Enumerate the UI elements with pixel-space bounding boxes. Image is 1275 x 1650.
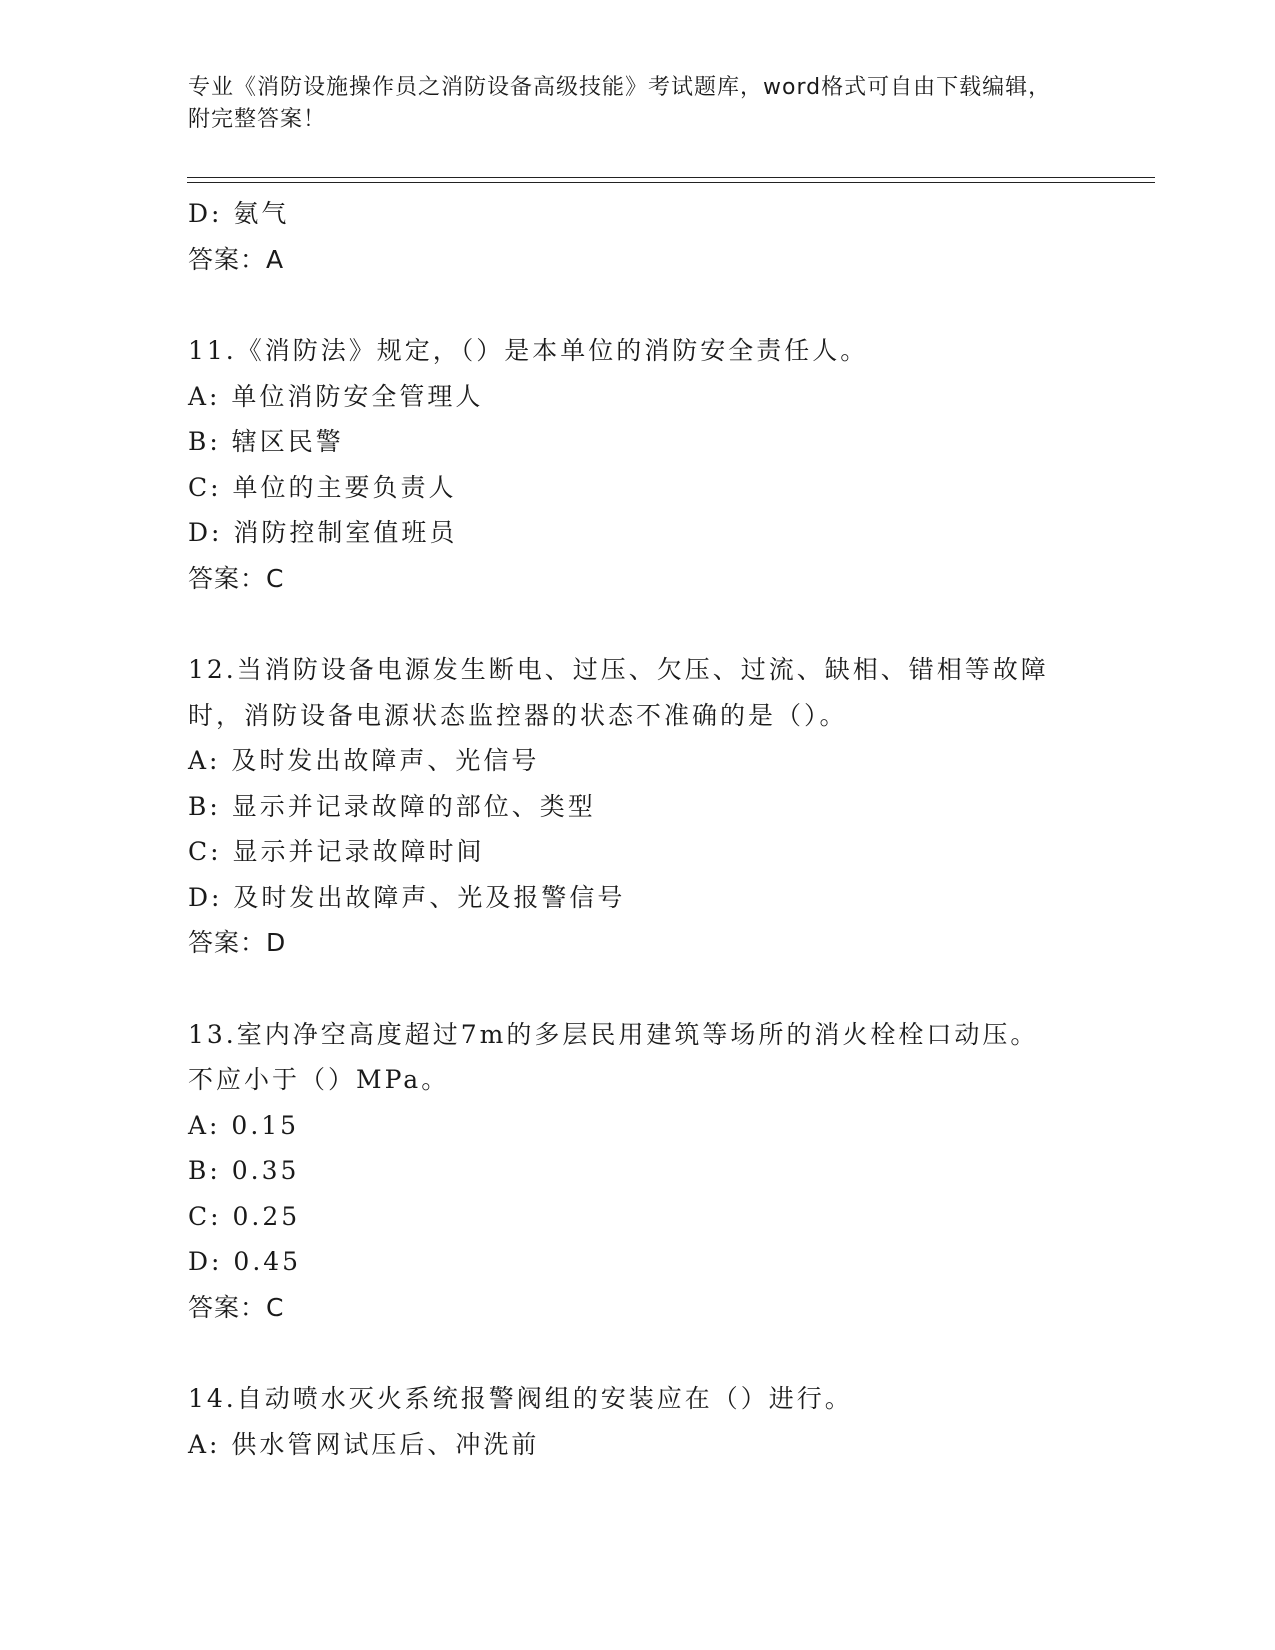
answer: 答案：D xyxy=(188,928,287,957)
question-12 xyxy=(188,647,1128,966)
question-text-cont: 不应小于（）MPa。 xyxy=(188,1065,450,1094)
answer: 答案：A xyxy=(188,244,285,274)
option-d: D: 0.45 xyxy=(188,1247,302,1276)
question-list xyxy=(188,191,1128,1467)
answer: 答案：C xyxy=(188,563,285,593)
option-c: C: 单位的主要负责人 xyxy=(188,472,457,502)
option-a: A: 单位消防安全管理人 xyxy=(188,381,484,411)
option-d: D: 消防控制室值班员 xyxy=(188,518,458,547)
question-text: 13.室内净空高度超过7m的多层民用建筑等场所的消火栓栓口动压。 xyxy=(188,1019,1039,1049)
question-14 xyxy=(188,1376,1128,1467)
header-text: 专业《消防设施操作员之消防设备高级技能》考试题库，word格式可自由下载编辑，附完整答案！ xyxy=(188,75,1052,132)
option-b: B: 辖区民警 xyxy=(188,427,344,456)
question-13 xyxy=(188,1012,1128,1331)
option-a: A: 供水管网试压后、冲洗前 xyxy=(188,1429,540,1459)
answer: 答案：C xyxy=(188,1292,285,1322)
question-11 xyxy=(188,328,1128,601)
question-text: 14.自动喷水灭火系统报警阀组的安装应在（）进行。 xyxy=(188,1384,853,1413)
option-a: A: 及时发出故障声、光信号 xyxy=(188,746,540,775)
option-c: C: 0.25 xyxy=(188,1201,301,1231)
option-d: D: 及时发出故障声、光及报警信号 xyxy=(188,882,626,912)
question-text-cont: 时，消防设备电源状态监控器的状态不准确的是（）。 xyxy=(188,700,848,730)
option-c: C: 显示并记录故障时间 xyxy=(188,837,485,866)
option-d: D: 氨气 xyxy=(188,199,290,228)
question-text: 12.当消防设备电源发生断电、过压、欠压、过流、缺相、错相等故障 xyxy=(188,655,1049,684)
header-divider-bottom xyxy=(187,182,1155,183)
header-divider-top xyxy=(187,177,1155,178)
option-a: A: 0.15 xyxy=(188,1110,300,1140)
option-b: B: 显示并记录故障的部位、类型 xyxy=(188,791,596,821)
option-b: B: 0.35 xyxy=(188,1156,300,1185)
document-header xyxy=(188,72,1068,136)
question-text: 11.《消防法》规定，（）是本单位的消防安全责任人。 xyxy=(188,336,869,365)
